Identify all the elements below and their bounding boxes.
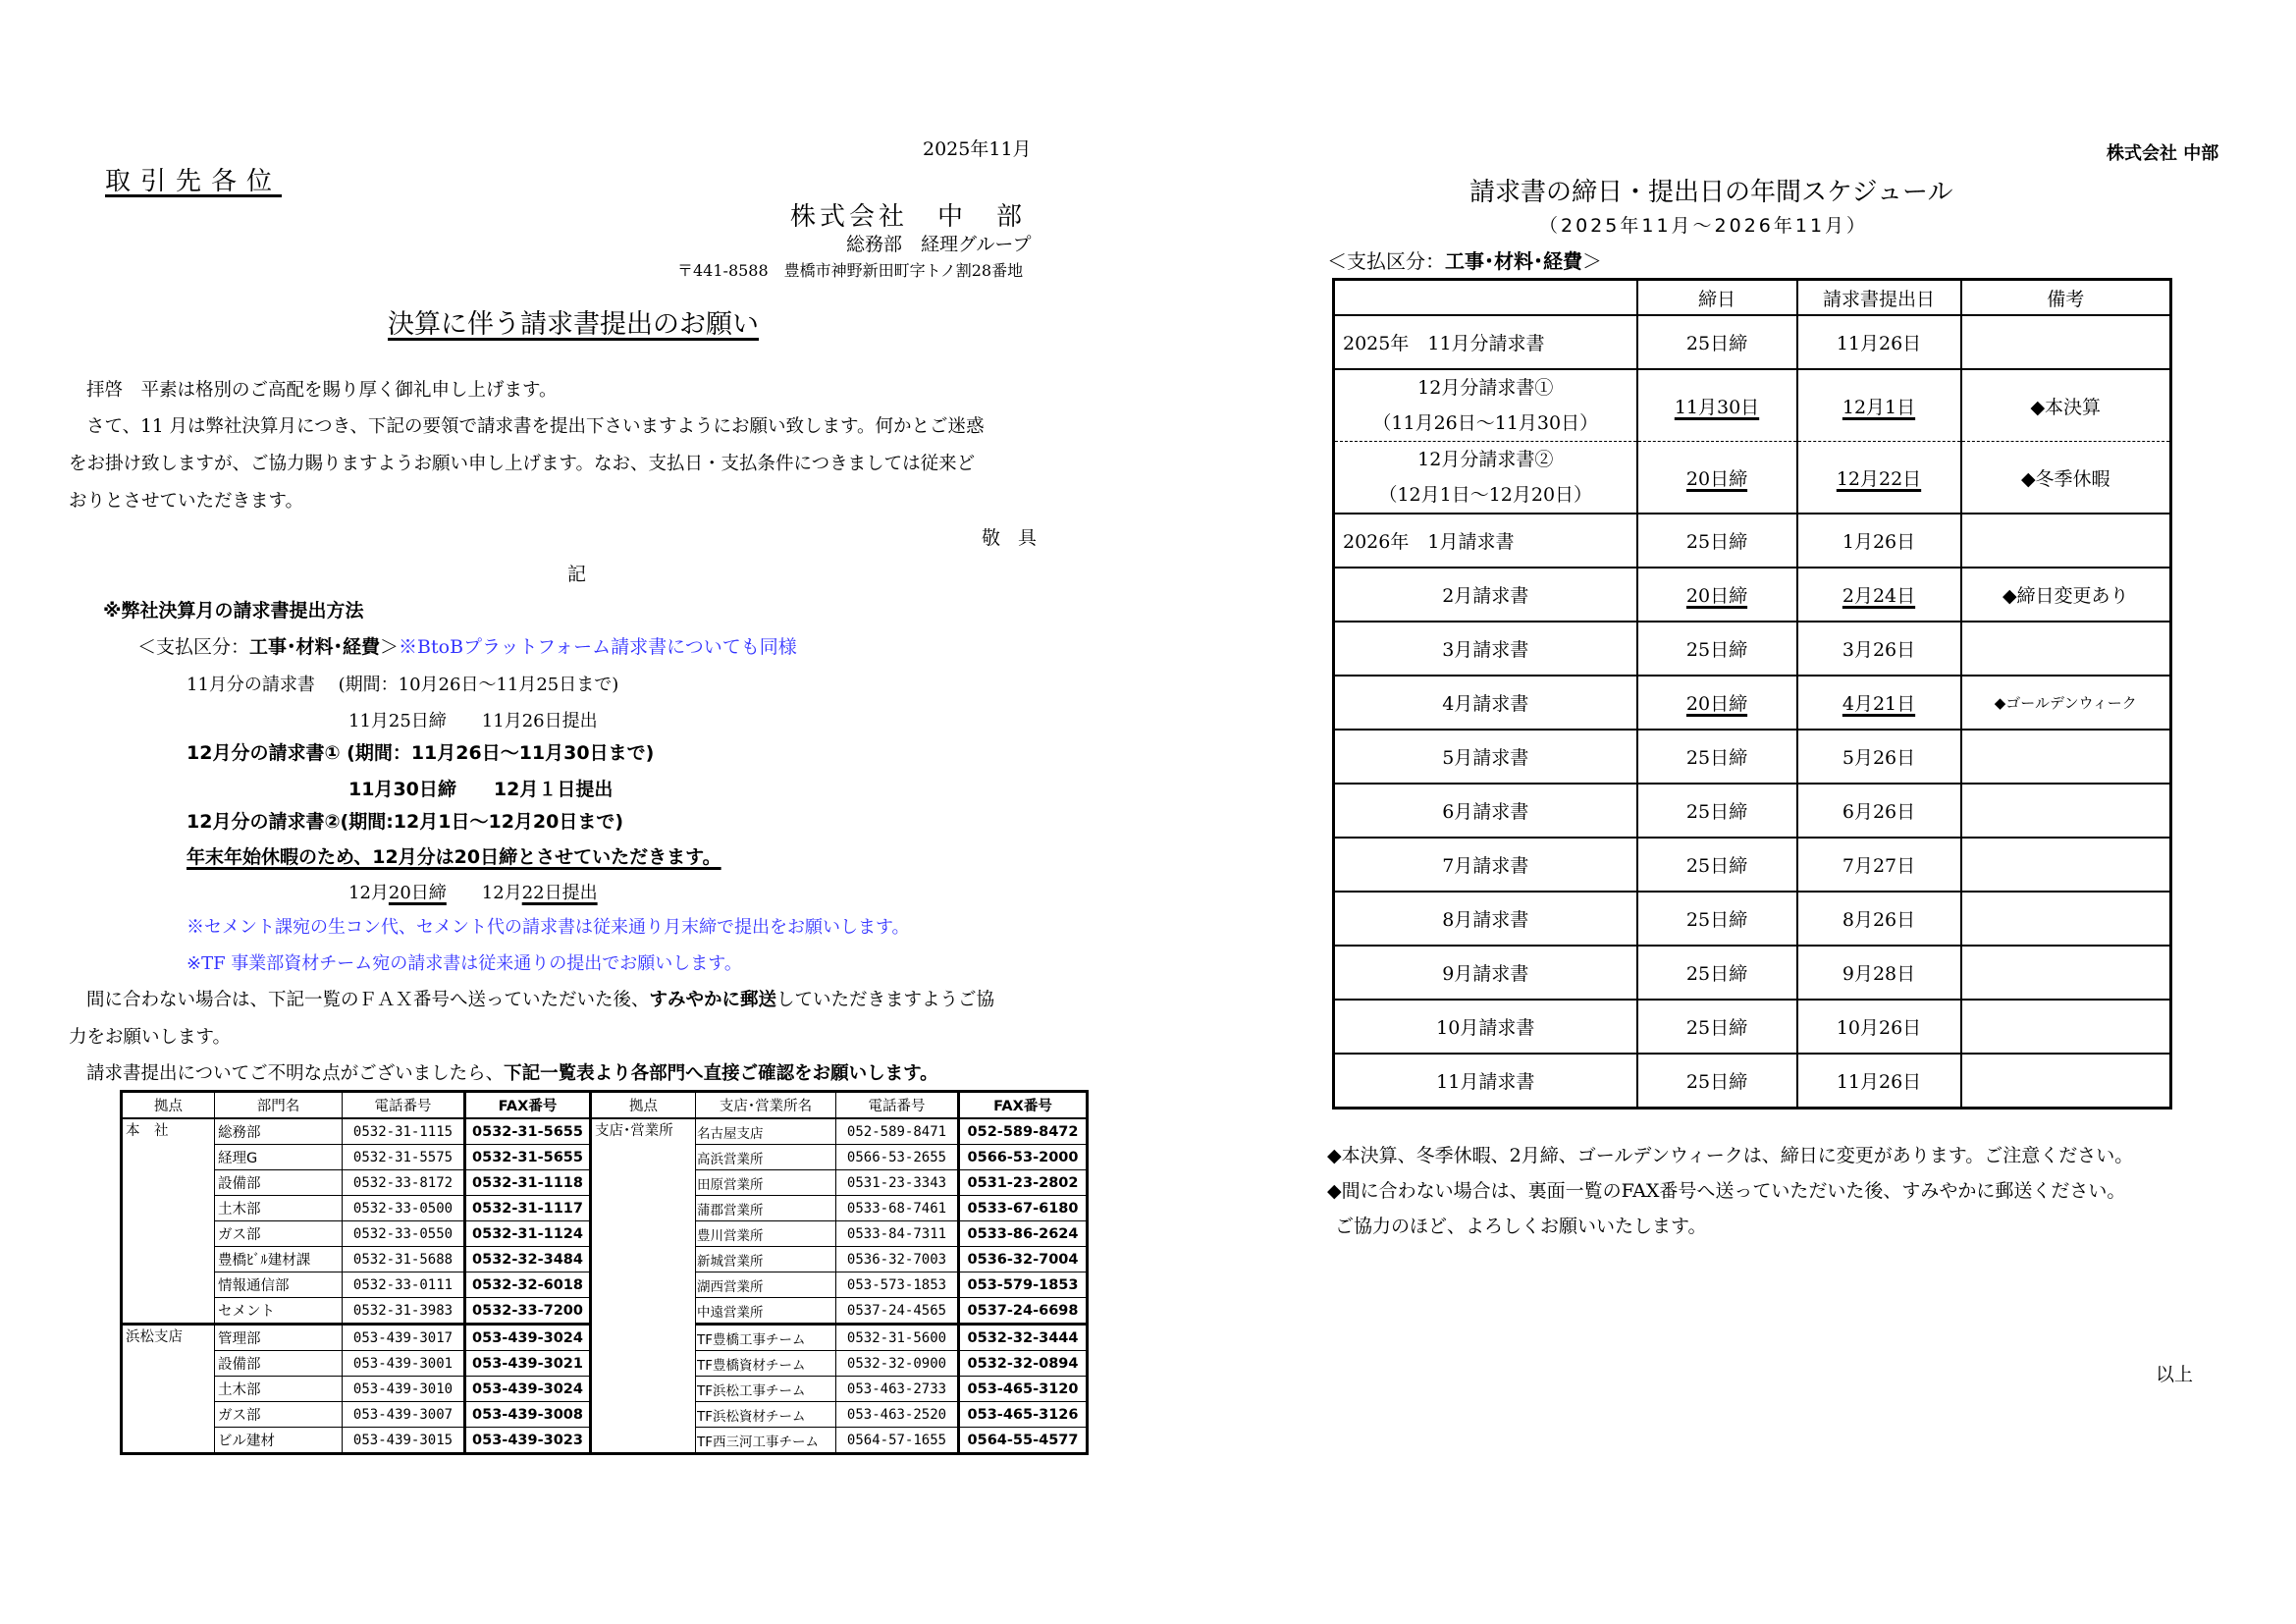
submit-date-cell	[1797, 568, 1961, 622]
branch-cell: 田原営業所	[696, 1170, 836, 1196]
dept-cell: セメント	[215, 1298, 343, 1325]
branch-cell: 名古屋支店	[696, 1118, 836, 1145]
sender-department: 総務部 経理グループ	[846, 234, 1032, 255]
close-date-cell	[1637, 946, 1797, 1000]
dec2-holiday-notice: 年末年始休暇のため、12月分は20日締とさせていただきます。	[187, 846, 721, 868]
fax-cell: 0532-32-6018	[465, 1272, 591, 1298]
submit-date-cell	[1797, 1000, 1961, 1054]
dept-cell: 土木部	[215, 1196, 343, 1221]
close-date: 25日締	[1685, 1017, 1748, 1039]
submit-date: 1月26日	[1842, 531, 1916, 553]
tel-cell: 0532-33-0500	[343, 1196, 465, 1221]
schedule-row	[1334, 838, 2171, 892]
remarks-cell	[1961, 784, 2171, 838]
dept-cell: 設備部	[215, 1170, 343, 1196]
fax-cell: 0532-31-5655	[465, 1118, 591, 1145]
submit-date: 11月26日	[1836, 1071, 1922, 1093]
branch-cell: TF浜松資材チーム	[696, 1402, 836, 1428]
fax-cell: 0531-23-2802	[959, 1170, 1088, 1196]
dept-cell: 管理部	[215, 1325, 343, 1351]
submit-date-cell	[1797, 784, 1961, 838]
branch-cell: 蒲郡営業所	[696, 1196, 836, 1221]
close-date: 25日締	[1685, 1071, 1748, 1093]
fax-cell: 0532-32-3444	[959, 1325, 1088, 1351]
dec1-invoice-dates: 11月30日締 12月１日提出	[348, 779, 614, 800]
payment-category-suffix: ＞	[1582, 249, 1602, 273]
fax-cell: 053-439-3024	[465, 1377, 591, 1402]
schedule-note-2: ◆間に合わない場合は、裏面一覧のFAX番号へ送っていただいた後、すみやかに郵送ください。	[1327, 1180, 2126, 1202]
schedule-row	[1334, 514, 2171, 568]
schedule-row	[1334, 315, 2171, 369]
body-line-2: をお掛け致しますが、ご協力賜りますようお願い申し上げます。なお、支払日・支払条件につきましては従来ど	[69, 454, 976, 474]
payment-category-prefix: ＜支払区分：	[137, 636, 250, 658]
tel-cell: 053-439-3010	[343, 1377, 465, 1402]
recipient: 取引先各位	[105, 167, 283, 196]
fax-cell: 0532-31-5655	[465, 1145, 591, 1170]
submit-date-cell	[1797, 369, 1961, 442]
remarks-cell	[1961, 838, 2171, 892]
fax-cell: 052-589-8472	[959, 1118, 1088, 1145]
dec2-submit-day: 22日提出	[521, 883, 598, 903]
dec2-invoice-dates	[348, 879, 598, 904]
late-notice-text: 間に合わない場合は、下記一覧のＦＡＸ番号へ送っていただいた後、	[86, 990, 650, 1010]
header-tel: 電話番号	[343, 1092, 465, 1119]
close-date: 25日締	[1685, 855, 1748, 877]
dept-cell: ガス部	[215, 1402, 343, 1428]
tel-cell: 0532-31-3983	[343, 1298, 465, 1325]
submit-date-cell	[1797, 315, 1961, 369]
schedule-header	[1334, 280, 2171, 316]
fax-cell: 0537-24-6698	[959, 1298, 1088, 1325]
tel-cell: 053-439-3001	[343, 1351, 465, 1377]
invoice-name-cell: 5月請求書	[1334, 730, 1637, 784]
nov-invoice-period: 11月分の請求書 (期間：10月26日～11月25日まで)	[187, 675, 619, 695]
late-notice-line-2: 力をお願いします。	[69, 1027, 232, 1048]
schedule-title: 請求書の締日・提出日の年間スケジュール	[1469, 178, 1953, 207]
inquiry-line	[86, 1059, 938, 1085]
invoice-name-cell: 2026年 1月請求書	[1334, 514, 1637, 568]
fax-cell: 053-439-3024	[465, 1325, 591, 1351]
schedule-note-1: ◆本決算、冬季休暇、2月締、ゴールデンウィークは、締日に変更があります。ご注意ください。	[1327, 1145, 2134, 1166]
invoice-name-cell: 9月請求書	[1334, 946, 1637, 1000]
sender-company: 株式会社 中 部	[790, 202, 1027, 232]
header-submit-date: 請求書提出日	[1797, 280, 1961, 316]
header-location: 拠点	[122, 1092, 215, 1119]
remarks-cell	[1961, 1054, 2171, 1109]
remarks-cell	[1961, 730, 2171, 784]
submit-date-cell	[1797, 730, 1961, 784]
tel-cell: 0532-31-5688	[343, 1247, 465, 1272]
sender-address: 〒441-8588 豊橋市神野新田町字トノ割28番地	[677, 261, 1024, 280]
close-date: 25日締	[1685, 747, 1748, 769]
invoice-name-cell: 6月請求書	[1334, 784, 1637, 838]
fax-cell: 0532-32-0894	[959, 1351, 1088, 1377]
fax-cell: 0533-86-2624	[959, 1221, 1088, 1247]
submit-date-cell	[1797, 442, 1961, 514]
invoice-name-cell: 4月請求書	[1334, 676, 1637, 730]
fax-cell: 0566-53-2000	[959, 1145, 1088, 1170]
schedule-row	[1334, 568, 2171, 622]
schedule-table	[1332, 278, 2172, 1110]
branch-cell: TF浜松工事チーム	[696, 1377, 836, 1402]
close-date-cell	[1637, 315, 1797, 369]
close-date-cell	[1637, 784, 1797, 838]
tel-cell: 053-439-3007	[343, 1402, 465, 1428]
invoice-period: （11月26日～11月30日）	[1372, 412, 1599, 434]
submit-date: 7月27日	[1842, 855, 1916, 877]
dec2-close-month: 12月	[348, 883, 389, 903]
invoice-name: 12月分請求書①	[1417, 377, 1554, 399]
fax-cell: 053-465-3120	[959, 1377, 1088, 1402]
tel-cell: 0536-32-7003	[836, 1247, 959, 1272]
contact-table-header	[122, 1092, 1088, 1119]
invoice-name-cell	[1334, 442, 1637, 514]
header-remarks: 備考	[1961, 280, 2171, 316]
fax-cell: 0532-31-1124	[465, 1221, 591, 1247]
closing-keigu: 敬具	[982, 527, 1055, 549]
contact-table	[120, 1090, 1089, 1455]
late-notice-after: していただきますようご協	[776, 990, 995, 1010]
tel-cell: 0532-32-0900	[836, 1351, 959, 1377]
invoice-name-cell: 2月請求書	[1334, 568, 1637, 622]
invoice-name-cell: 3月請求書	[1334, 622, 1637, 676]
header-close-date: 締日	[1637, 280, 1797, 316]
body-line-1: さて、11 月は弊社決算月につき、下記の要領で請求書を提出下さいますようにお願い致します。何かとご迷惑	[86, 416, 985, 437]
tel-cell: 0564-57-1655	[836, 1428, 959, 1454]
fax-cell: 053-439-3023	[465, 1428, 591, 1454]
header-fax: FAX番号	[465, 1092, 591, 1119]
submit-date-cell	[1797, 946, 1961, 1000]
schedule-row	[1334, 622, 2171, 676]
inquiry-text: 請求書提出についてご不明な点がございましたら、	[86, 1063, 505, 1084]
close-date: 25日締	[1685, 639, 1748, 661]
payment-category-suffix: ＞	[380, 636, 400, 658]
remarks-cell: ◆締日変更あり	[1961, 568, 2171, 622]
header-blank	[1334, 280, 1637, 316]
schedule-row	[1334, 730, 2171, 784]
close-date-cell	[1637, 369, 1797, 442]
submit-date: 10月26日	[1836, 1017, 1922, 1039]
tel-cell: 0531-23-3343	[836, 1170, 959, 1196]
submit-date-cell	[1797, 676, 1961, 730]
tel-cell: 053-439-3015	[343, 1428, 465, 1454]
submit-date: 4月21日	[1842, 693, 1916, 715]
dept-cell: 総務部	[215, 1118, 343, 1145]
payment-category-bold: 工事･材料･経費	[249, 636, 381, 658]
letter-date: 2025年11月	[923, 138, 1032, 160]
location-cell: 本 社	[122, 1118, 215, 1325]
schedule-payment-category	[1327, 245, 1602, 274]
dept-cell: 経理G	[215, 1145, 343, 1170]
tel-cell: 0533-68-7461	[836, 1196, 959, 1221]
close-date-cell	[1637, 622, 1797, 676]
fax-cell: 0532-32-3484	[465, 1247, 591, 1272]
dec2-submit-month: 12月	[446, 883, 522, 903]
schedule-row	[1334, 946, 2171, 1000]
branch-cell: TF西三河工事チーム	[696, 1428, 836, 1454]
branch-cell: 豊川営業所	[696, 1221, 836, 1247]
branch-cell: 湖西営業所	[696, 1272, 836, 1298]
fax-cell: 053-439-3008	[465, 1402, 591, 1428]
header-branch: 支店･営業所名	[696, 1092, 836, 1119]
ki-mark: 記	[567, 564, 587, 585]
header-fax-2: FAX番号	[959, 1092, 1088, 1119]
branch-location-cell: 支店･営業所	[591, 1118, 696, 1454]
remarks-cell	[1961, 892, 2171, 946]
dec1-invoice-period: 12月分の請求書① (期間：11月26日～11月30日まで)	[187, 742, 655, 764]
branch-cell: 新城営業所	[696, 1247, 836, 1272]
close-date: 25日締	[1685, 333, 1748, 354]
invoice-name-cell: 10月請求書	[1334, 1000, 1637, 1054]
payment-category-prefix: ＜支払区分：	[1327, 249, 1445, 273]
schedule-row	[1334, 369, 2171, 442]
submit-date: 3月26日	[1842, 639, 1916, 661]
tel-cell: 053-573-1853	[836, 1272, 959, 1298]
invoice-name-cell: 7月請求書	[1334, 838, 1637, 892]
branch-cell: TF豊橋工事チーム	[696, 1325, 836, 1351]
fax-cell: 053-439-3021	[465, 1351, 591, 1377]
tel-cell: 0532-31-5600	[836, 1325, 959, 1351]
fax-cell: 053-579-1853	[959, 1272, 1088, 1298]
remarks-cell	[1961, 622, 2171, 676]
branch-cell: 中遠営業所	[696, 1298, 836, 1325]
tel-cell: 053-463-2520	[836, 1402, 959, 1428]
btob-note: ※BtoBプラットフォーム請求書についても同様	[399, 636, 797, 658]
tel-cell: 0533-84-7311	[836, 1221, 959, 1247]
dec2-close-day: 20日締	[388, 883, 447, 903]
close-date-cell	[1637, 1000, 1797, 1054]
tel-cell: 053-463-2733	[836, 1377, 959, 1402]
header-dept: 部門名	[215, 1092, 343, 1119]
close-date: 20日締	[1685, 585, 1748, 607]
submit-date: 2月24日	[1842, 585, 1916, 607]
late-notice-line-1	[86, 986, 994, 1011]
close-date-cell	[1637, 568, 1797, 622]
close-date: 20日締	[1685, 693, 1748, 715]
header-location-2: 拠点	[591, 1092, 696, 1119]
submit-date-cell	[1797, 1054, 1961, 1109]
dept-cell: ビル建材	[215, 1428, 343, 1454]
invoice-name-cell: 11月請求書	[1334, 1054, 1637, 1109]
remarks-cell: ◆ゴールデンウィーク	[1961, 676, 2171, 730]
submit-date: 9月28日	[1842, 963, 1916, 985]
invoice-name-cell: 8月請求書	[1334, 892, 1637, 946]
late-notice-bold: すみやかに郵送	[649, 990, 777, 1010]
nov-invoice-dates: 11月25日締 11月26日提出	[348, 711, 598, 731]
remarks-cell: ◆冬季休暇	[1961, 442, 2171, 514]
dept-cell: 設備部	[215, 1351, 343, 1377]
submit-date-cell	[1797, 514, 1961, 568]
close-date-cell	[1637, 676, 1797, 730]
tel-cell: 0532-31-1115	[343, 1118, 465, 1145]
tel-cell: 0532-33-0550	[343, 1221, 465, 1247]
tel-cell: 0532-33-0111	[343, 1272, 465, 1298]
fax-cell: 0536-32-7004	[959, 1247, 1088, 1272]
tel-cell: 0532-31-5575	[343, 1145, 465, 1170]
tel-cell: 052-589-8471	[836, 1118, 959, 1145]
fax-cell: 0532-31-1117	[465, 1196, 591, 1221]
dec2-invoice-period: 12月分の請求書②(期間:12月1日～12月20日まで)	[187, 811, 624, 833]
branch-cell: 高浜営業所	[696, 1145, 836, 1170]
schedule-row	[1334, 784, 2171, 838]
invoice-name-cell: 2025年 11月分請求書	[1334, 315, 1637, 369]
payment-category-bold: 工事･材料･経費	[1445, 249, 1582, 273]
schedule-row	[1334, 676, 2171, 730]
close-date-cell	[1637, 838, 1797, 892]
inquiry-bold: 下記一覧表より各部門へ直接ご確認をお願いします。	[504, 1063, 938, 1084]
fax-cell: 0564-55-4577	[959, 1428, 1088, 1454]
close-date-cell	[1637, 442, 1797, 514]
tel-cell: 053-439-3017	[343, 1325, 465, 1351]
dept-cell: ガス部	[215, 1221, 343, 1247]
tf-note: ※TF 事業部資材チーム宛の請求書は従来通りの提出でお願いします。	[187, 953, 742, 974]
close-date-cell	[1637, 730, 1797, 784]
method-title: ※弊社決算月の請求書提出方法	[103, 600, 364, 622]
schedule-row	[1334, 892, 2171, 946]
close-date: 11月30日	[1674, 396, 1760, 418]
payment-category	[137, 632, 797, 659]
close-date-cell	[1637, 892, 1797, 946]
schedule-row	[1334, 442, 2171, 514]
submit-date-cell	[1797, 892, 1961, 946]
submit-date: 8月26日	[1842, 909, 1916, 931]
fax-cell: 0532-33-7200	[465, 1298, 591, 1325]
schedule-row	[1334, 1054, 2171, 1109]
document-title: 決算に伴う請求書提出のお願い	[388, 309, 759, 340]
invoice-name-cell	[1334, 369, 1637, 442]
remarks-cell	[1961, 315, 2171, 369]
dept-cell: 豊橋ﾋﾞﾙ建材課	[215, 1247, 343, 1272]
submit-date: 6月26日	[1842, 801, 1916, 823]
greeting-line: 拝啓 平素は格別のご高配を賜り厚く御礼申し上げます。	[86, 380, 558, 401]
submit-date-cell	[1797, 622, 1961, 676]
fax-cell: 0533-67-6180	[959, 1196, 1088, 1221]
remarks-cell: ◆本決算	[1961, 369, 2171, 442]
header-tel-2: 電話番号	[836, 1092, 959, 1119]
close-date: 25日締	[1685, 909, 1748, 931]
tel-cell: 0532-33-8172	[343, 1170, 465, 1196]
close-date-cell	[1637, 514, 1797, 568]
invoice-name: 12月分請求書②	[1417, 449, 1554, 470]
end-mark: 以上	[2156, 1364, 2194, 1385]
close-date: 20日締	[1685, 467, 1748, 490]
submit-date: 12月1日	[1842, 396, 1916, 418]
schedule-row	[1334, 1000, 2171, 1054]
remarks-cell	[1961, 1000, 2171, 1054]
schedule-company: 株式会社 中部	[2107, 143, 2219, 164]
close-date-cell	[1637, 1054, 1797, 1109]
remarks-cell	[1961, 946, 2171, 1000]
invoice-period: （12月1日～12月20日）	[1378, 484, 1593, 506]
tel-cell: 0566-53-2655	[836, 1145, 959, 1170]
dept-cell: 情報通信部	[215, 1272, 343, 1298]
location-cell: 浜松支店	[122, 1325, 215, 1454]
table-row	[122, 1118, 1088, 1145]
cement-note: ※セメント課宛の生コン代、セメント代の請求書は従来通り月末締で提出をお願いします。	[187, 917, 910, 938]
close-date: 25日締	[1685, 963, 1748, 985]
close-date: 25日締	[1685, 531, 1748, 553]
submit-date: 5月26日	[1842, 747, 1916, 769]
schedule-period: （2025年11月～2026年11月）	[1539, 215, 1869, 237]
submit-date-cell	[1797, 838, 1961, 892]
fax-cell: 053-465-3126	[959, 1402, 1088, 1428]
dept-cell: 土木部	[215, 1377, 343, 1402]
schedule-note-3: ご協力のほど、よろしくお願いいたします。	[1335, 1216, 1707, 1237]
close-date: 25日締	[1685, 801, 1748, 823]
fax-cell: 0532-31-1118	[465, 1170, 591, 1196]
body-line-3: おりとさせていただきます。	[69, 491, 304, 512]
remarks-cell	[1961, 514, 2171, 568]
submit-date: 12月22日	[1836, 467, 1922, 490]
tel-cell: 0537-24-4565	[836, 1298, 959, 1325]
submit-date: 11月26日	[1836, 333, 1922, 354]
branch-cell: TF豊橋資材チーム	[696, 1351, 836, 1377]
